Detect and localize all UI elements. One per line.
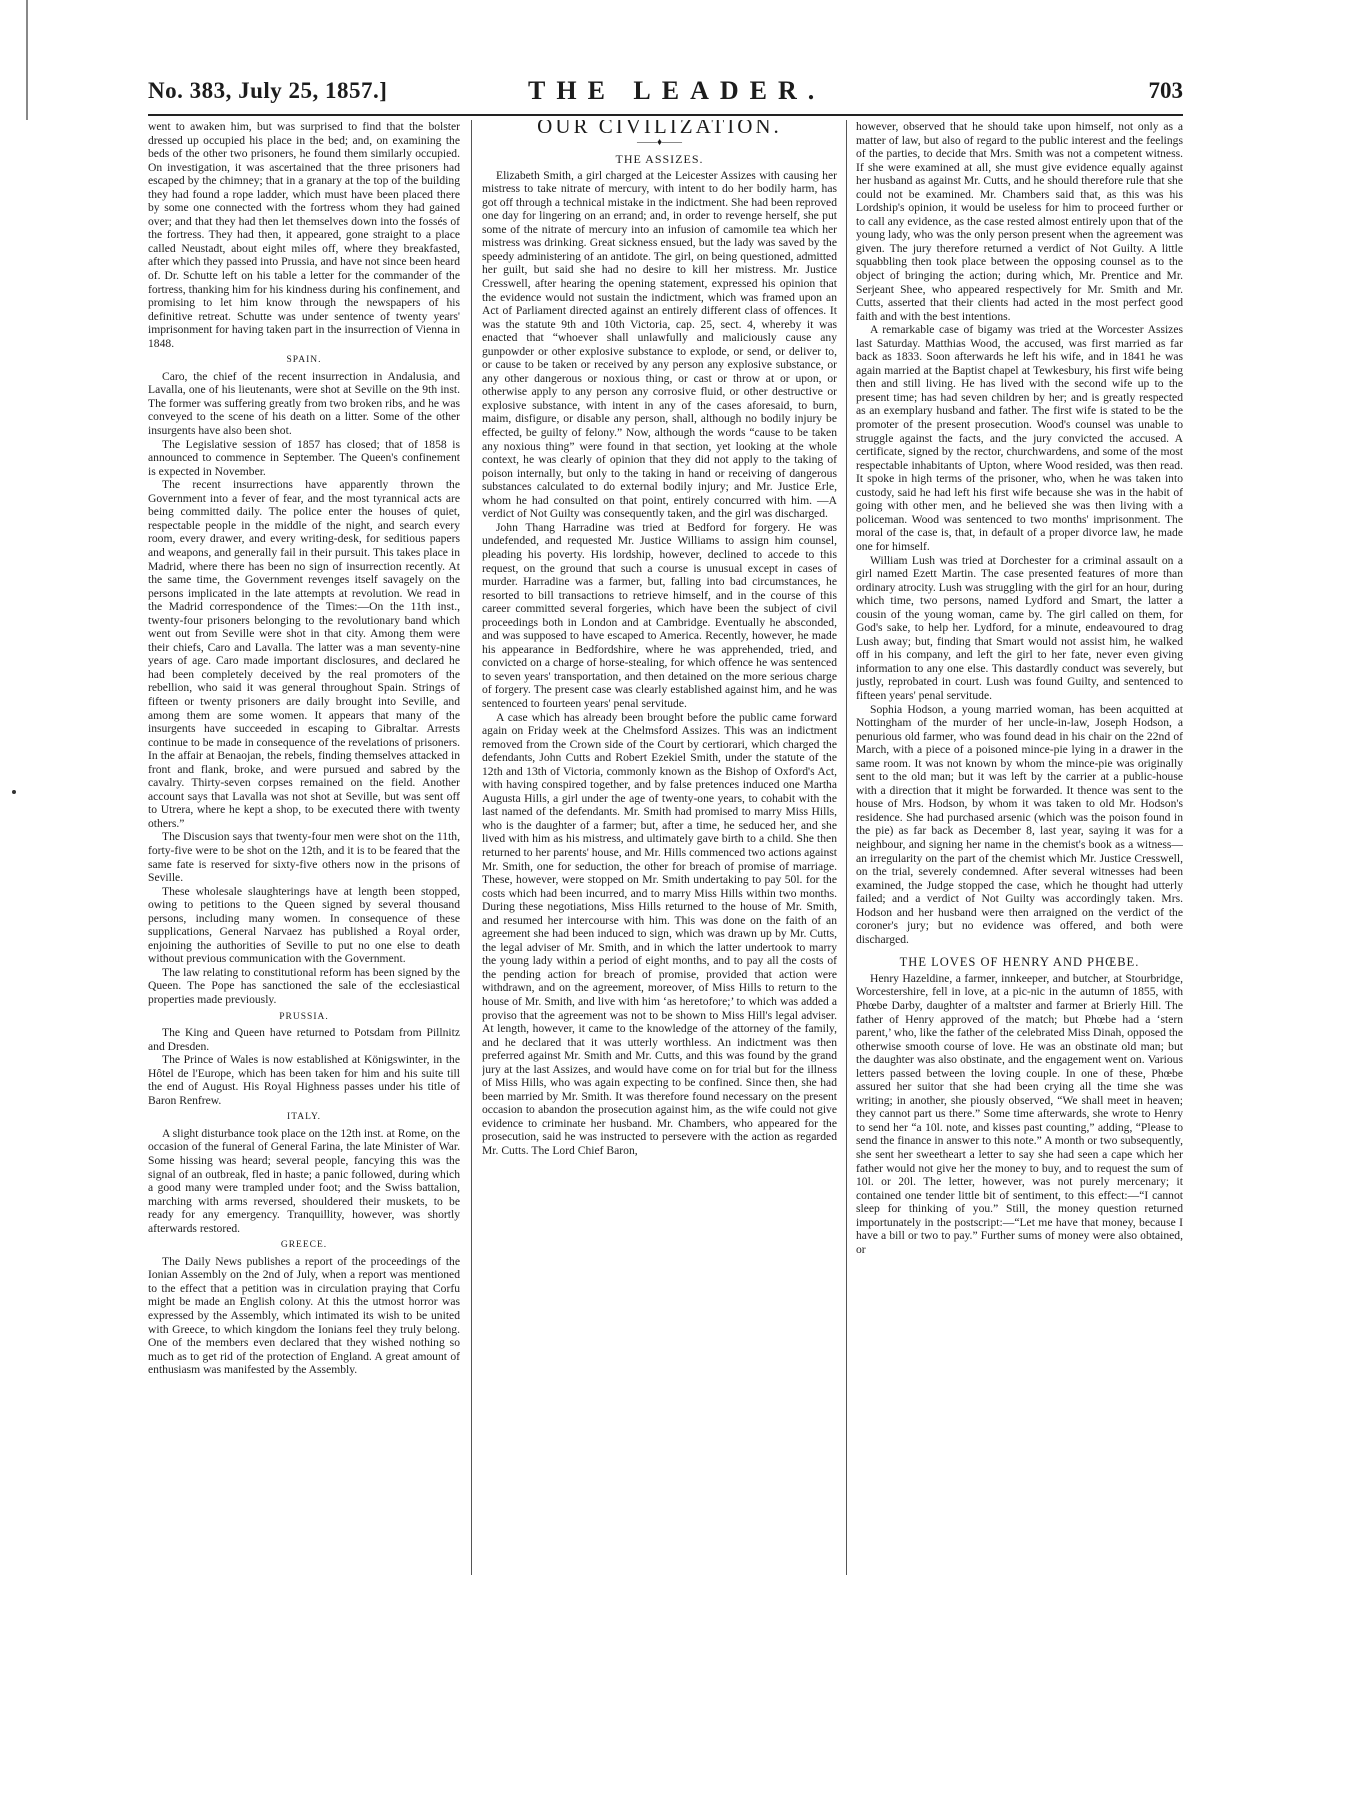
issue-date: No. 383, July 25, 1857.]: [148, 78, 388, 103]
column-1: [148, 120, 460, 1575]
paragraph: These wholesale slaughterings have at length been stopped, owing to petitions to the Queen signed by several thousand persons, including many women. In consequence of these supplications, General Narvaez has published a Royal order, enjoining the authorities of Seville to put no one else to death without previous communication with the Government.: [148, 884, 460, 966]
ink-dot: [12, 790, 16, 794]
paragraph: Henry Hazeldine, a farmer, innkeeper, and butcher, at Stourbridge, Worcestershire, fell in love, at a pic-nic in the autumn of 1855, with Phœbe Darby, daughter of a maltster and farmer at Brierly Hill. The father of Henry approved of the match; but Phœbe had a ‘stern parent,’ who, like the father of the celebrated Miss Dinah, opposed the otherwise smooth course of love. He was an obstinate old man; but the daughter was also obstinate, and the engagement went on. Various letters passed between the loving couple. In one of these, Phœbe assured her suitor that she had been crying all the time she was writing; in another, she piously observed, “We shall meet in heaven; they cannot part us there.” Some time afterwards, she wrote to Henry to send her “a 10l. note, and kisses past counting,” adding, “Please to send the finance in answer to this note.” A month or two subsequently, she sent her sweetheart a letter to say she had seen a cape which her father would not give her the money to buy, and to request the sum of 10l. or 20l. The letter, however, was not purely mercenary; it contained one tender little bit of sentiment, to this effect:—“I cannot sleep for thinking of you.” Still, the money question returned importunately in the postscript:—“Let me have that money, because I have a bill or two to pay.” Further sums of money were also obtained, or: [856, 971, 1183, 1256]
paragraph: A remarkable case of bigamy was tried at the Worcester Assizes last Saturday. Matthias Wood, the accused, was first married as far back as 1833. Soon afterwards he left his wife, and in 1841 he was again married at the Baptist chapel at Tewkesbury, his first wife being then and still living. He has lived with the second wife up to the present time; has had seven children by her; and is greatly respected as an exemplary husband and father. The first wife is stated to be the promoter of the present prosecution. Wood's counsel was unable to struggle against the facts, and the jury convicted the accused. A certificate, signed by the rector, churchwardens, and some of the most respectable inhabitants of Upton, where Wood resided, was then read. It spoke in high terms of the prisoner, who, when he was taken into custody, said he had left his first wife because she was in the habit of going with other men, and he believed she was then living with a policeman. Wood was sentenced to two months' imprisonment. The moral of the case is, that, in default of a proper divorce law, he made one for himself.: [856, 323, 1183, 553]
paragraph: Elizabeth Smith, a girl charged at the Leicester Assizes with causing her mistress to take nitrate of mercury, with intent to do her bodily harm, has got off through a technical mistake in the indictment. She had been reproved one day for lingering on an errand; and, in order to revenge herself, she put some of the nitrate of mercury into an infusion of camomile tea which her mistress was drinking. Great sickness ensued, but the lady was saved by the speedy administering of an antidote. The girl, on being questioned, admitted her guilt, but said she had no desire to kill her mistress. Mr. Justice Cresswell, after hearing the opening statement, expressed his opinion that the evidence would not sustain the indictment, which was framed upon an Act of Parliament directed against an entirely different class of offences. It was the statute 9th and 10th Victoria, cap. 25, sect. 4, whereby it was enacted that “whoever shall unlawfully and maliciously cause any gunpowder or other explosive substance to explode, or send, or deliver to, or cause to be taken or received by any person any explosive substance, or any other dangerous or noxious thing, or cast or throw at or upon, or otherwise apply to any person any corrosive fluid, or other destructive or explosive substance, with intent in any of the cases aforesaid, to burn, maim, disfigure, or disable any person, shall, although no bodily injury be effected, be guilty of felony.” Now, although the words “cause to be taken any noxious thing” were found in that section, yet looking at the whole context, he was clearly of opinion that they did not apply to the taking of poison internally, but only to the taking in hand or receiving of dangerous substances calculated to do external bodily injury; and Mr. Justice Erle, whom he had consulted on that point, entirely concurred with him. —A verdict of Not Guilty was consequently taken, and the girl was discharged.: [482, 168, 837, 521]
paragraph: Sophia Hodson, a young married woman, has been acquitted at Nottingham of the murder of her uncle-in-law, Joseph Hodson, a penurious old farmer, who was found dead in his chair on the 22nd of March, with a piece of a poisoned mince-pie lying in a drawer in the same room. It was not known by whom the mince-pie was originally sent to the old man; but it was left by the carrier at a public-house with a direction that it might be forwarded. It thence was sent to the house of Mrs. Hodson, by whom it was taken to old Mr. Hodson's residence. She had purchased arsenic (which was the poison found in the pie) as far back as December 8, last year, saying it was for a neighbour, and signing her name in the chemist's book as a witness—an irregularity on the part of the chemist which Mr. Justice Cresswell, on the trial, severely condemned. After several witnesses had been examined, the Judge stopped the case, which he thought had utterly failed; and a verdict of Not Guilty was accordingly taken. Mrs. Hodson and her husband were then arraigned on the verdict of the coroner's jury; but no evidence was offered, and both were discharged.: [856, 702, 1183, 946]
paragraph: The Discusion says that twenty-four men were shot on the 11th, forty-five were to be shot on the 12th, and it is to be feared that the same fate is reserved for sixty-five others now in the prisons of Seville.: [148, 830, 460, 885]
paragraph: The recent insurrections have apparently thrown the Government into a fever of fear, and the most tyrannical acts are being committed daily. The police enter the houses of quiet, respectable people in the middle of the night, and search every room, every drawer, and every writing-desk, for seditious papers and weapons, and generally fail in their pursuit. This takes place in Madrid, where there has been no sign of insurrection recently. At the same time, the Government revenges itself savagely on the persons implicated in the late attempts at revolution. We read in the Madrid correspondence of the Times:—On the 11th inst., twenty-four prisoners belonging to the revolutionary band which went out from Seville were shot in that city. Among them were their chiefs, Caro and Lavalla. The latter was a man seventy-nine years of age. Caro made important disclosures, and declared he had been completely deceived by the real promoters of the rebellion, who said it was general throughout Spain. Strings of fifteen or twenty prisoners are daily brought into Seville, and among them are some women. It appears that many of the insurgents have succeeded in escaping to Gibraltar. Arrests continue to be made in consequence of the revelations of prisoners. In the affair at Benaojan, the rebels, finding themselves attacked in front and flank, broke, and were pursued and sabred by the cavalry. Thirty-seven corpses remained on the field. Another account says that Lavalla was not shot at Seville, but was sent off to Utrera, where he kept a shop, to be executed there with twenty others.”: [148, 478, 460, 830]
section-heading-assizes: THE ASSIZES.: [615, 152, 704, 167]
paragraph: John Thang Harradine was tried at Bedford for forgery. He was undefended, and requested Mr. Justice Williams to assign him counsel, pleading his poverty. His lordship, however, declined to accede to this request, on the ground that such a course is unusual except in cases of murder. Harradine was a farmer, but, falling into bad circumstances, he resorted to bill transactions to retrieve himself, and in the course of this career committed several forgeries, which have been the subject of civil proceedings both in London and at Cambridge. Eventually he absconded, and was supposed to have escaped to America. Recently, however, he made his appearance in Bedfordshire, where he was apprehended, tried, and convicted on a charge of horse-stealing, for which offence he was sentenced to seven years' transportation, and then detained on the more serious charge of forgery. The present case was clearly established against him, and he was sentenced to fourteen years' penal servitude.: [482, 520, 837, 710]
section-heading-spain: SPAIN.: [286, 355, 322, 366]
column-rule: [846, 120, 847, 1575]
section-heading-loves: THE LOVES OF HENRY AND PHŒBE.: [899, 955, 1140, 970]
section-heading-prussia: PRUSSIA.: [279, 1011, 329, 1022]
paragraph: A slight disturbance took place on the 12th inst. at Rome, on the occasion of the funeral of General Farina, the late Minister of War. Some hissing was heard; several people, fancying this was the signal of an outbreak, fled in haste; a panic followed, during which a good many were trampled under foot; and the Swiss battalion, marching with arms reversed, shouldered their muskets, to be ready for any emergency. Tranquillity, however, was shortly afterwards restored.: [148, 1126, 460, 1235]
column-2: [482, 120, 837, 1575]
paragraph: The Daily News publishes a report of the proceedings of the Ionian Assembly on the 2nd of July, when a report was mentioned to the effect that a petition was in circulation praying that Corfu might be made an English colony. At this the utmost horror was expressed by the Assembly, which intimated its wish to be united with Greece, to which kingdom the Ionians feel they truly belong. One of the members even declared that they wished nothing so much as to get rid of the protection of England. A great amount of enthusiasm was manifested by the Assembly.: [148, 1254, 460, 1377]
section-heading-greece: GREECE.: [280, 1240, 328, 1251]
paragraph: The law relating to constitutional reform has been signed by the Queen. The Pope has sanctioned the sale of the ecclesiastical properties made previously.: [148, 965, 460, 1006]
section-heading-italy: ITALY.: [287, 1112, 321, 1123]
page-edge-mark: [26, 0, 28, 120]
paragraph: The King and Queen have returned to Potsdam from Pillnitz and Dresden.: [148, 1026, 460, 1053]
paragraph: William Lush was tried at Dorchester for a criminal assault on a girl named Ezett Martin. The case presented features of more than ordinary atrocity. Lush was struggling with the girl for an hour, during which time, two persons, named Lydford and Smart, the latter a cousin of the young woman, came by. The girl called on them, for God's sake, to help her. Lydford, for a minute, endeavoured to drag Lush away; but, finding that Smart would not assist him, he walked off in his company, and left the girl to her fate, never even giving information to any one else. This dastardly conduct was severely, but justly, reprobated in court. Lush was found Guilty, and sentenced to fifteen years' penal servitude.: [856, 553, 1183, 702]
paragraph: however, observed that he should take upon himself, not only as a matter of law, but also of regard to the public interest and the feelings of the parties, to decide that Mrs. Smith was not a competent witness. If she were examined at all, she must give evidence equally against her husband as against Mr. Cutts, and he should therefore rule that she could not be examined. Mr. Chambers said that, as this was his Lordship's opinion, it would be useless for him to proceed further or to call any evidence, as the case rested almost entirely upon that of the young lady, who was the only person present when the agreement was given. The jury therefore returned a verdict of Not Guilty. A little squabbling then took place between the opposing counsel as to the object of bringing the action; during which, Mr. Prentice and Mr. Serjeant Shee, who appeared respectively for Mr. Smith and Mr. Cutts, asserted that their clients had acted in the most perfect good faith and with the best intentions.: [856, 120, 1183, 323]
paragraph: The Legislative session of 1857 has closed; that of 1858 is announced to commence in September. The Queen's confinement is expected in November.: [148, 437, 460, 478]
masthead: THE LEADER.: [528, 76, 826, 105]
column-3: [856, 120, 1183, 1575]
title-ornament: ——♦——: [636, 136, 683, 148]
article-title: OUR CIVILIZATION.: [537, 120, 782, 138]
column-rule: [471, 120, 472, 1575]
paragraph: Caro, the chief of the recent insurrection in Andalusia, and Lavalla, one of his lieutenants, were shot at Seville on the 9th inst. The former was suffering greatly from two broken ribs, and he was conveyed to the scene of his death on a litter. Some of the other insurgents have also been shot.: [148, 369, 460, 438]
page-header: [148, 78, 1183, 116]
paragraph: A case which has already been brought before the public came forward again on Friday week at the Chelmsford Assizes. This was an indictment removed from the Crown side of the Court by certiorari, which charged the defendants, John Cutts and Robert Ezekiel Smith, under the statute of the 12th and 13th of Victoria, commonly known as the Bishop of Oxford's Act, with having conspired together, and by false pretences induced one Martha Augusta Hills, a girl under the age of twenty-one years, to cohabit with the last named of the defendants. Mr. Smith had promised to marry Miss Hills, who is the daughter of a farmer; but, after a time, he seduced her, and she lived with him as his mistress, and ultimately gave birth to a child. She then returned to her parents' house, and Mr. Hills commenced two actions against Mr. Smith, one for seduction, the other for breach of promise of marriage. These, however, were stopped on Mr. Smith undertaking to pay 50l. for the costs which had been incurred, and to marry Miss Hills within two months. During these negotiations, Miss Hills returned to the house of Mr. Smith, and resumed her intercourse with him. This was done on the faith of an agreement she had been induced to sign, which was drawn up by Mr. Cutts, the legal adviser of Mr. Smith, and in which the latter undertook to marry the young lady within a period of eight months, and to pay all the costs of the pending action for breach of promise, provided that action were withdrawn, and on the agreement, moreover, of Miss Hills to return to the house of Mr. Smith, and live with him ‘as heretofore;’ to which was added a proviso that the agreement was not to be shown to Miss Hill's legal adviser. At length, however, it came to the knowledge of the attorney of the family, and he declared that it was utterly worthless. An indictment was then preferred against Mr. Smith and Mr. Cutts, and this was found by the grand jury at the last Assizes, and would have come on for trial but for the illness of Miss Hills, who was again expecting to be confined. Since then, she had been married by Mr. Smith. It was therefore found necessary on the present occasion to abandon the prosecution against him, as the wife could not give evidence to criminate her husband. Mr. Chambers, who appeared for the prosecution, said he was instructed to persevere with the action as regarded Mr. Cutts. The Lord Chief Baron,: [482, 710, 837, 1158]
paragraph: went to awaken him, but was surprised to find that the bolster dressed up occupied his place in the bed; and, on examining the beds of the other two prisoners, he found them similarly occupied. On investigation, it was ascertained that the three prisoners had escaped by the chimney; that in a granary at the top of the building they had found a rope ladder, which must have been placed there by some one connected with the fortress whom they had gained over; and that they had then let themselves down into the fossés of the fortress. They had then, it appeared, gone straight to a place called Neustadt, about eight miles off, where they breakfasted, after which they passed into Prussia, and have not since been heard of. Dr. Schutte left on his table a letter for the commander of the fortress, thanking him for his kindness during his confinement, and promising to let him know through the newspapers of his definitive retreat. Schutte was under sentence of twenty years' imprisonment for having taken part in the insurrection of Vienna in 1848.: [148, 120, 460, 350]
page-number: 703: [1148, 78, 1183, 103]
paragraph: The Prince of Wales is now established at Königswinter, in the Hôtel de l'Europe, which has been taken for him and his suite till the end of August. His Royal Highness passes under his title of Baron Renfrew.: [148, 1053, 460, 1107]
